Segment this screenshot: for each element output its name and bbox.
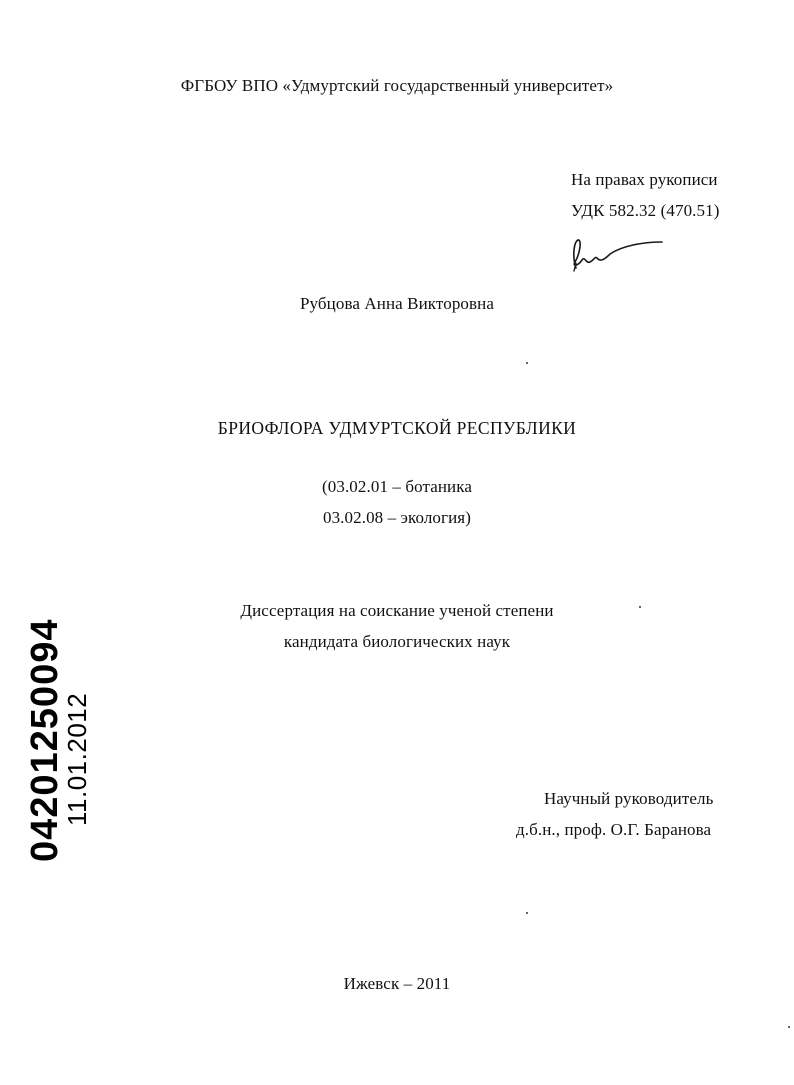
dissertation-title: БРИОФЛОРА УДМУРТСКОЙ РЕСПУБЛИКИ [217,418,577,438]
scan-speck [788,1026,790,1028]
library-stamp-number: 04201250094 [24,618,66,862]
library-stamp-date: 11.01.2012 [62,692,92,826]
author-name: Рубцова Анна Викторовна [300,294,494,313]
supervisor-name: д.б.н., проф. О.Г. Баранова [516,820,712,839]
degree-line-1: Диссертация на соискание ученой степени [240,601,554,620]
author-signature [566,236,666,274]
specialty-line-1: (03.02.01 – ботаника [321,477,472,496]
scan-speck [526,912,528,914]
institution-name: ФГБОУ ВПО «Удмуртский государственный университет» [180,76,614,95]
supervisor-label: Научный руководитель [544,789,714,808]
specialty-line-2: 03.02.08 – экология) [322,508,471,527]
udc-code: УДК 582.32 (470.51) [571,201,720,220]
manuscript-rights-note: На правах рукописи [571,170,718,189]
scan-speck [639,606,641,608]
degree-line-2: кандидата биологических наук [283,632,511,651]
scan-speck [526,362,528,364]
place-and-year: Ижевск – 2011 [343,974,451,993]
